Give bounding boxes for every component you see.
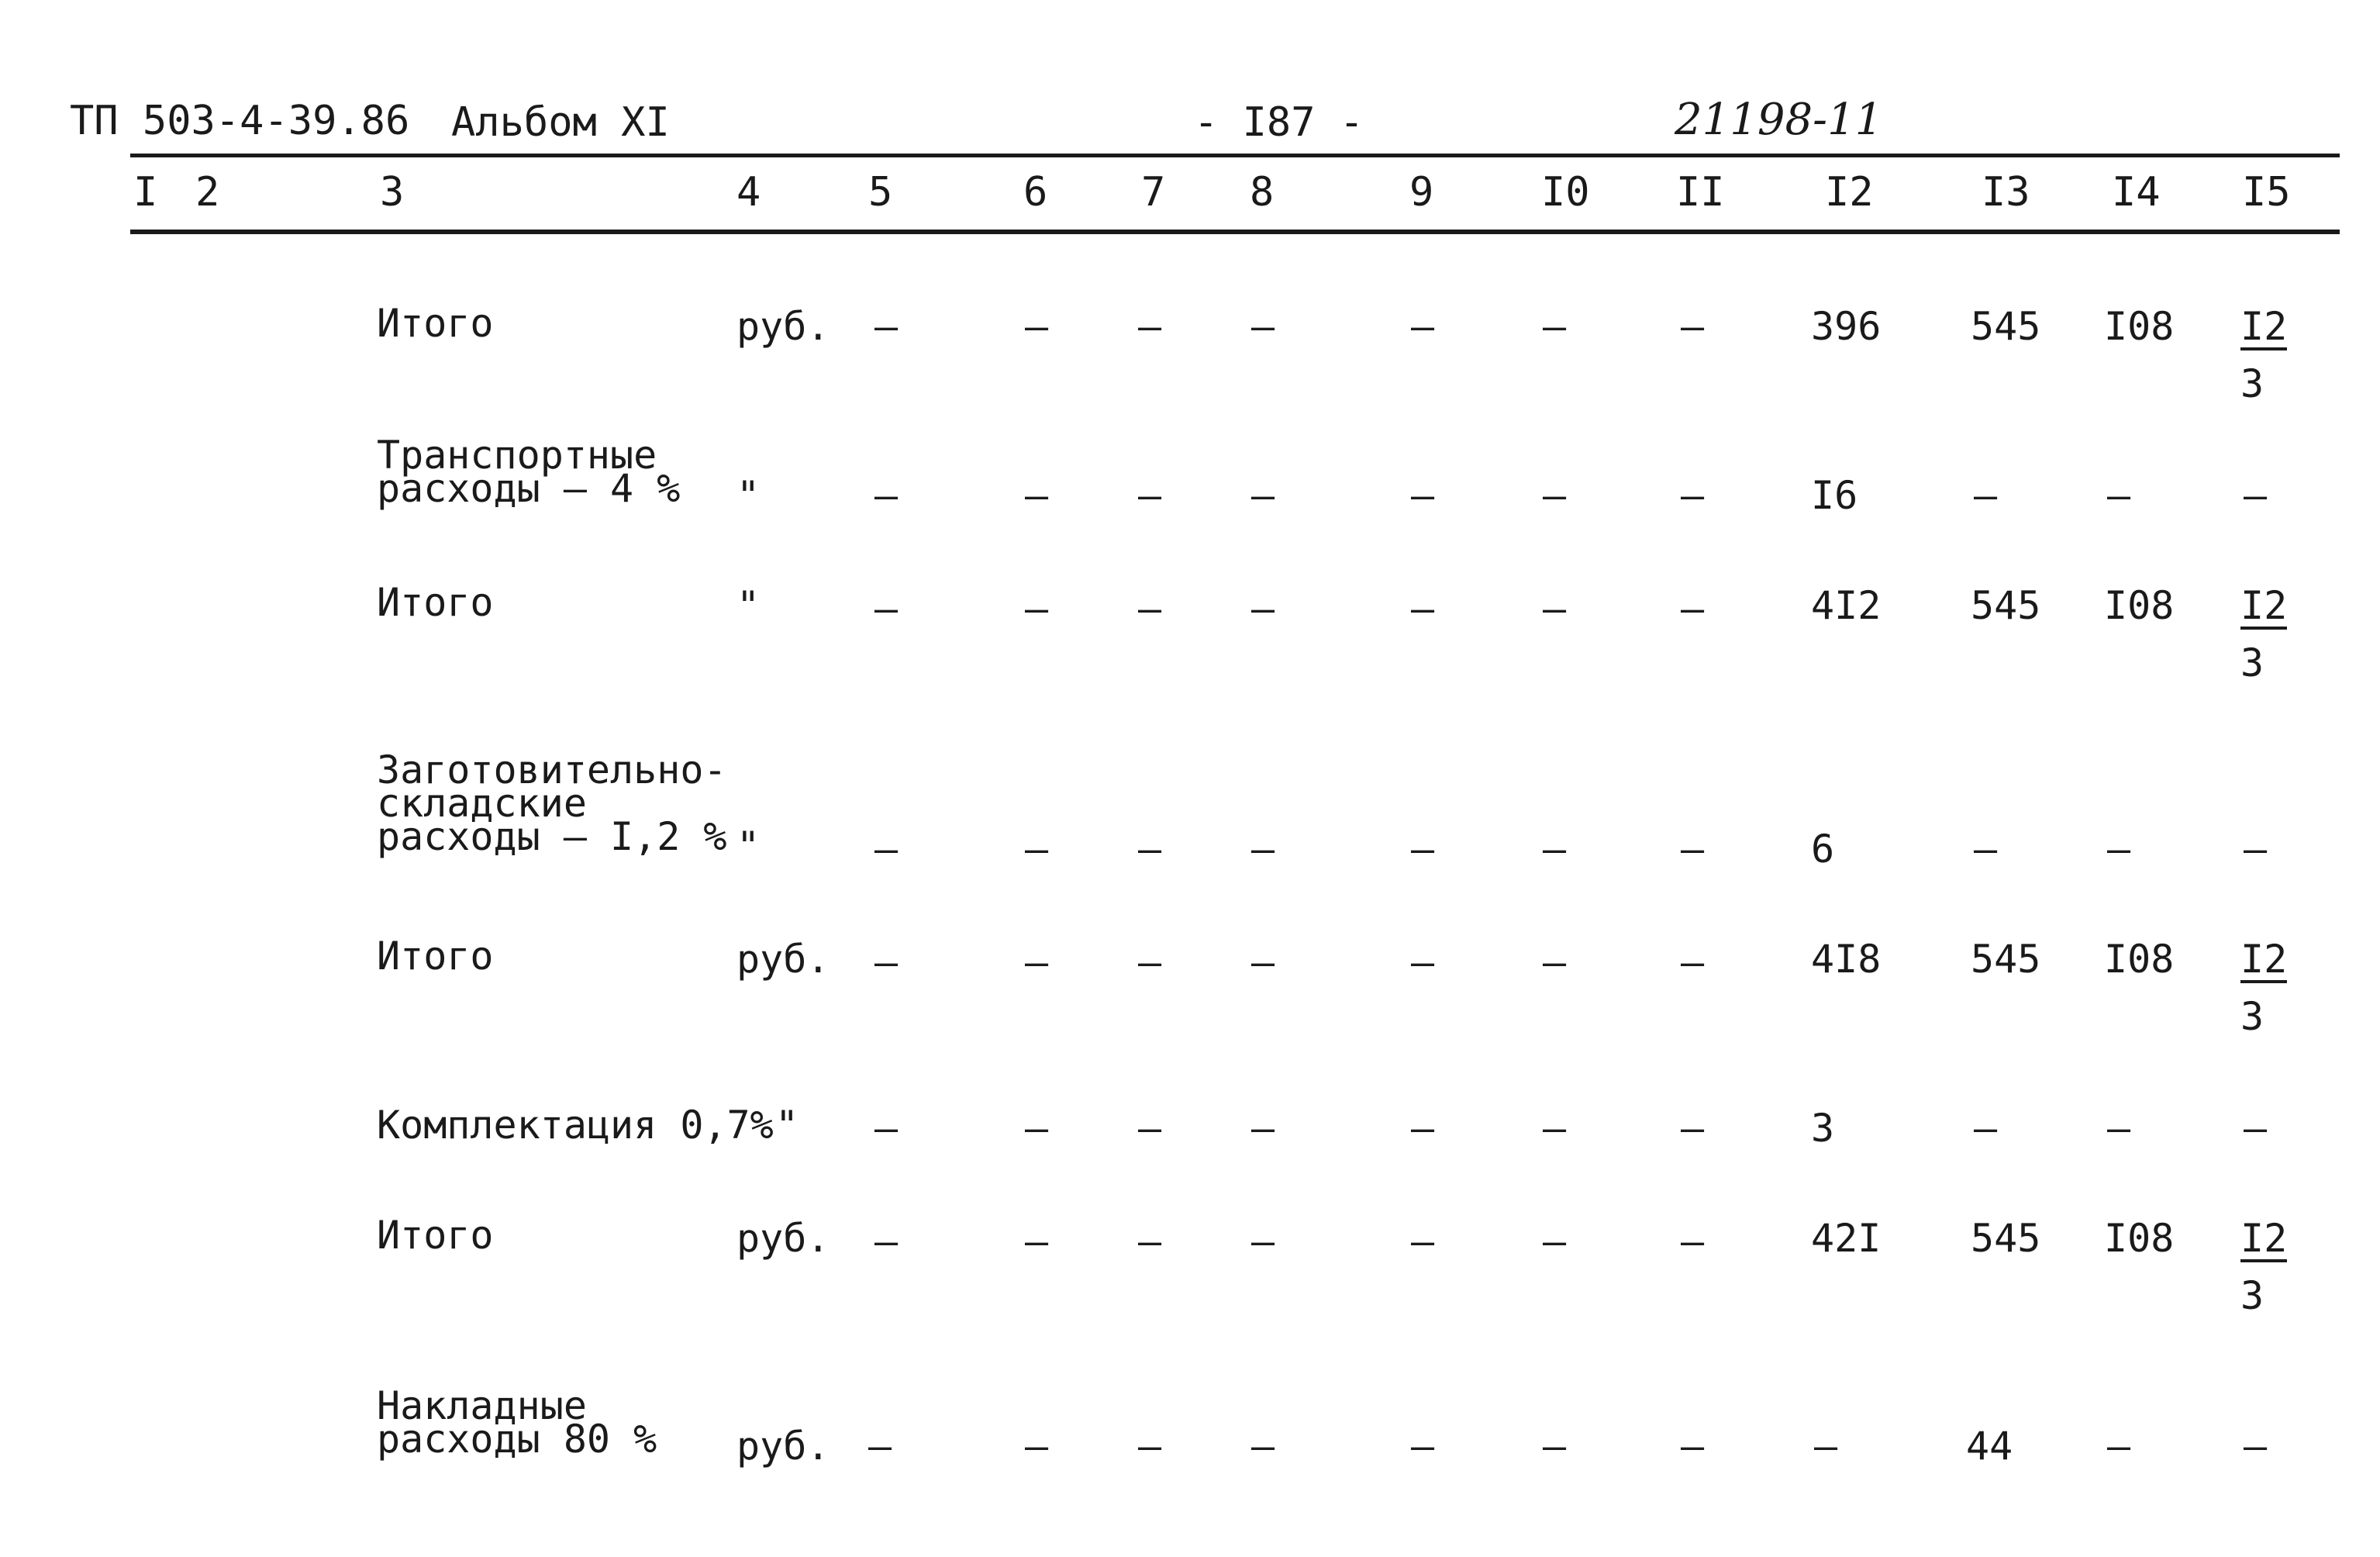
col-num-3: 3	[380, 169, 405, 216]
cell-col15: –	[2244, 827, 2268, 872]
cell-col13: 545	[1971, 304, 2041, 349]
row-unit: руб.	[736, 1424, 830, 1469]
cell-col11: –	[1681, 1424, 1705, 1469]
col-num-2: 2	[195, 169, 220, 216]
col-num-11: II	[1676, 169, 1725, 216]
cell-col12: –	[1814, 1424, 1838, 1469]
cell-col5: –	[874, 827, 899, 872]
cell-col15: –	[2244, 1424, 2268, 1469]
cell-col10: –	[1543, 473, 1567, 518]
fraction-numerator: I2	[2240, 583, 2288, 628]
row-unit: руб.	[736, 1216, 830, 1261]
cell-col7: –	[1138, 1106, 1162, 1151]
col-num-6: 6	[1023, 169, 1048, 216]
cell-col14: –	[2107, 1106, 2131, 1151]
cell-col5: –	[874, 304, 899, 349]
cell-col11: –	[1681, 586, 1705, 631]
cell-col6: –	[1025, 1219, 1049, 1264]
cell-col11: –	[1681, 1106, 1705, 1151]
header-top-rule	[130, 154, 2340, 157]
cell-col6: –	[1025, 304, 1049, 349]
cell-col8: –	[1251, 473, 1275, 518]
row-label: Комплектация 0,7%	[377, 1103, 774, 1148]
cell-col8: –	[1251, 304, 1275, 349]
col-num-12: I2	[1825, 169, 1874, 216]
cell-col15: –	[2244, 1106, 2268, 1151]
cell-col14: I08	[2104, 304, 2175, 349]
cell-col9: –	[1411, 1219, 1435, 1264]
col-num-14: I4	[2112, 169, 2161, 216]
cell-col8: –	[1251, 1424, 1275, 1469]
row-unit: "	[736, 583, 761, 628]
col-num-9: 9	[1409, 169, 1434, 216]
cell-col13: 44	[1966, 1424, 2013, 1469]
cell-col12: 4I2	[1811, 583, 1882, 628]
cell-col13: –	[1974, 1106, 1998, 1151]
cell-col13: 545	[1971, 1216, 2041, 1261]
col-num-10: I0	[1541, 169, 1590, 216]
cell-col10: –	[1543, 1424, 1567, 1469]
cell-col14: –	[2107, 827, 2131, 872]
cell-col13: –	[1974, 827, 1998, 872]
cell-col15-fraction	[2240, 1216, 2288, 1318]
album-title: Альбом XI	[451, 99, 670, 146]
cell-col12: 396	[1811, 304, 1882, 349]
cell-col8: –	[1251, 940, 1275, 985]
cell-col6: –	[1025, 473, 1049, 518]
cell-col7: –	[1138, 1424, 1162, 1469]
cell-col7: –	[1138, 827, 1162, 872]
cell-col7: –	[1138, 586, 1162, 631]
row-unit: "	[775, 1103, 799, 1148]
cell-col6: –	[1025, 940, 1049, 985]
col-num-15: I5	[2242, 169, 2291, 216]
cell-col13: 545	[1971, 583, 2041, 628]
fraction-numerator: I2	[2240, 304, 2288, 349]
cell-col8: –	[1251, 1106, 1275, 1151]
header-bottom-rule	[130, 230, 2340, 234]
col-num-4: 4	[736, 169, 761, 216]
cell-col14: –	[2107, 1424, 2131, 1469]
row-unit: "	[736, 473, 761, 518]
cell-col7: –	[1138, 1219, 1162, 1264]
cell-col11: –	[1681, 473, 1705, 518]
row-label: Итого	[377, 580, 494, 625]
cell-col5: –	[874, 473, 899, 518]
fraction-numerator: I2	[2240, 1216, 2288, 1261]
cell-col10: –	[1543, 940, 1567, 985]
cell-col5: –	[874, 1219, 899, 1264]
cell-col7: –	[1138, 473, 1162, 518]
cell-col9: –	[1411, 1424, 1435, 1469]
cell-col9: –	[1411, 940, 1435, 985]
cell-col7: –	[1138, 304, 1162, 349]
row-unit: руб.	[736, 304, 830, 349]
cell-col8: –	[1251, 586, 1275, 631]
cell-col5: –	[874, 940, 899, 985]
cell-col10: –	[1543, 586, 1567, 631]
cell-col5: –	[874, 586, 899, 631]
cell-col13: –	[1974, 473, 1998, 518]
cell-col15-fraction	[2240, 583, 2288, 685]
page-number: - I87 -	[1194, 99, 1364, 146]
cell-col9: –	[1411, 586, 1435, 631]
cell-col15: –	[2244, 473, 2268, 518]
col-num-5: 5	[868, 169, 893, 216]
cell-col12: 3	[1811, 1106, 1835, 1151]
cell-col10: –	[1543, 1106, 1567, 1151]
cell-col6: –	[1025, 1424, 1049, 1469]
row-label: Накладные расходы 80 %	[377, 1383, 657, 1462]
fraction-denominator: 3	[2240, 361, 2264, 406]
row-unit: руб.	[736, 937, 830, 982]
cell-col9: –	[1411, 1106, 1435, 1151]
col-num-8: 8	[1250, 169, 1275, 216]
cell-col12: 42I	[1811, 1216, 1882, 1261]
cell-col5: –	[868, 1424, 892, 1469]
cell-col7: –	[1138, 940, 1162, 985]
document-code: ТП 503-4-39.86	[70, 98, 410, 144]
cell-col9: –	[1411, 473, 1435, 518]
cell-col10: –	[1543, 827, 1567, 872]
fraction-denominator: 3	[2240, 640, 2264, 685]
fraction-denominator: 3	[2240, 994, 2264, 1039]
cell-col13: 545	[1971, 937, 2041, 982]
handwritten-sheet-number: 21198-11	[1675, 95, 1883, 145]
cell-col15-fraction	[2240, 937, 2288, 1039]
fraction-numerator: I2	[2240, 937, 2288, 982]
cell-col10: –	[1543, 304, 1567, 349]
cell-col8: –	[1251, 827, 1275, 872]
cell-col6: –	[1025, 1106, 1049, 1151]
cell-col10: –	[1543, 1219, 1567, 1264]
cell-col6: –	[1025, 827, 1049, 872]
cell-col14: I08	[2104, 937, 2175, 982]
cell-col14: –	[2107, 473, 2131, 518]
cell-col9: –	[1411, 304, 1435, 349]
cell-col14: I08	[2104, 583, 2175, 628]
row-label: Транспортные расходы – 4 %	[377, 433, 681, 511]
fraction-denominator: 3	[2240, 1273, 2264, 1318]
cell-col14: I08	[2104, 1216, 2175, 1261]
cell-col15-fraction	[2240, 304, 2288, 406]
cell-col9: –	[1411, 827, 1435, 872]
cell-col12: 6	[1811, 827, 1835, 872]
col-num-1: I	[133, 169, 158, 216]
row-label: Итого	[377, 1213, 494, 1258]
row-label: Итого	[377, 934, 494, 979]
col-num-7: 7	[1141, 169, 1166, 216]
cell-col6: –	[1025, 586, 1049, 631]
cell-col5: –	[874, 1106, 899, 1151]
cell-col11: –	[1681, 304, 1705, 349]
col-num-13: I3	[1982, 169, 2030, 216]
row-unit: "	[736, 823, 761, 868]
cell-col11: –	[1681, 827, 1705, 872]
row-label: Итого	[377, 301, 494, 346]
cell-col8: –	[1251, 1219, 1275, 1264]
cell-col12: I6	[1811, 473, 1858, 518]
cell-col12: 4I8	[1811, 937, 1882, 982]
row-label: Заготовительно- складские расходы – I,2 %	[377, 747, 727, 859]
cell-col11: –	[1681, 1219, 1705, 1264]
cell-col11: –	[1681, 940, 1705, 985]
